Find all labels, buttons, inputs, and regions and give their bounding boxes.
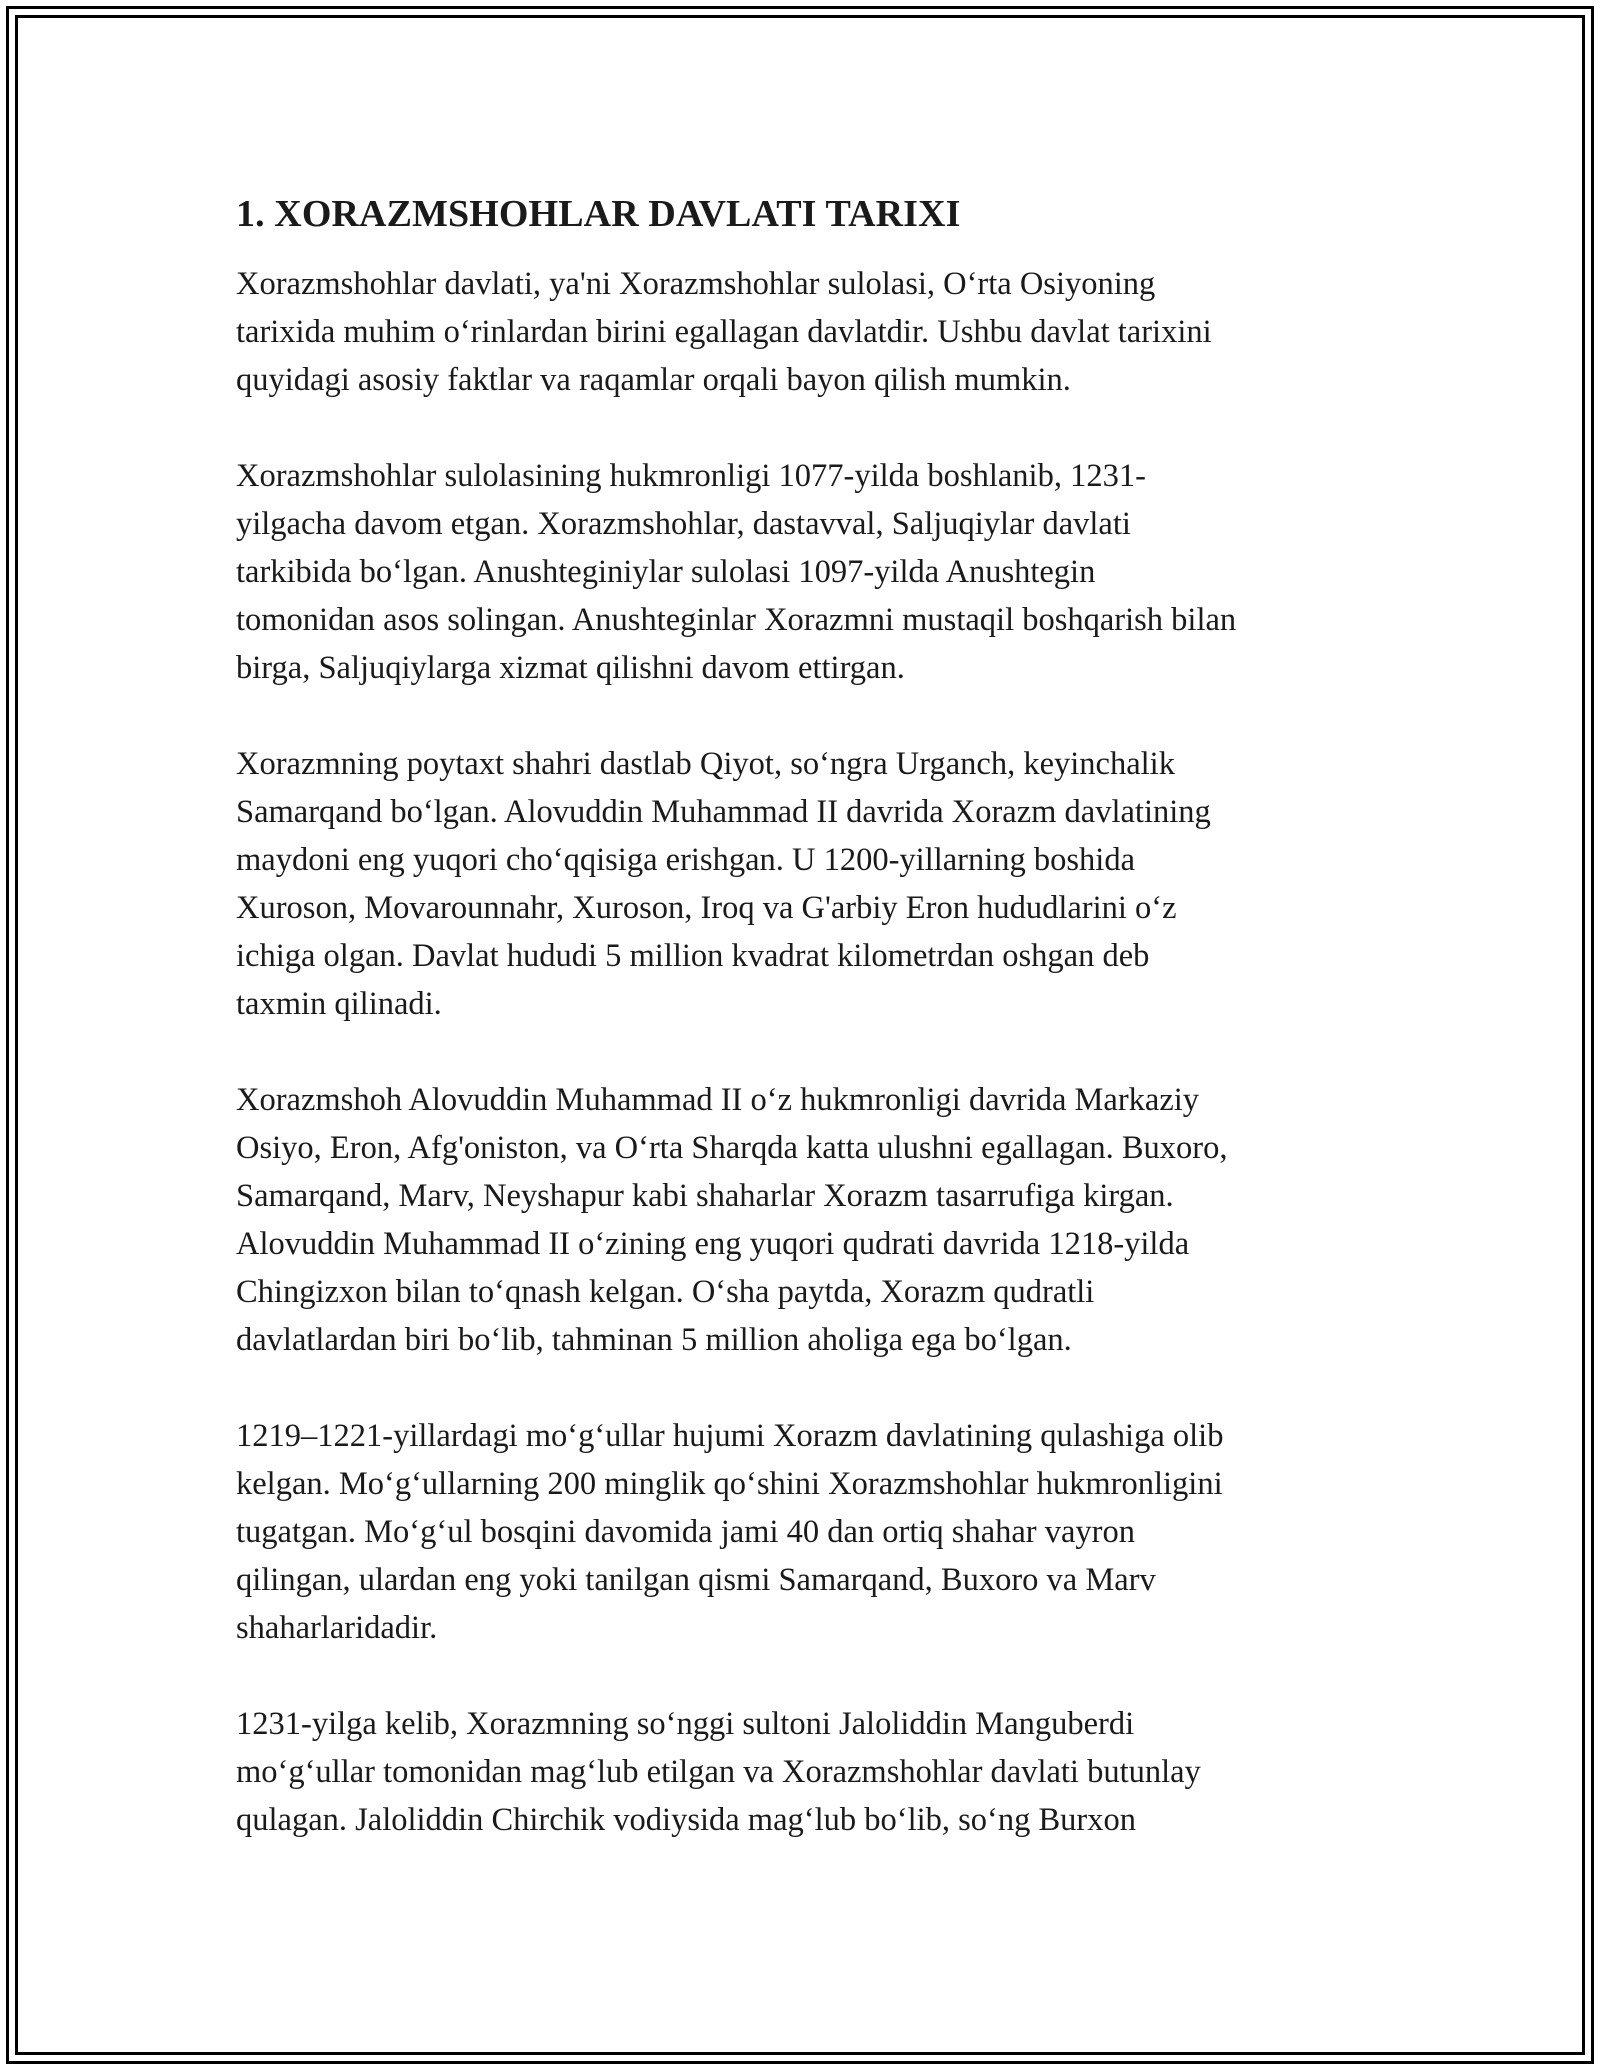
- text-line: Xorazmshoh Alovuddin Muhammad II o‘z hukmronligi davrida Markaziy: [236, 1082, 1200, 1118]
- text-line: shaharlaridadir.: [236, 1610, 438, 1646]
- text-line: tarixida muhim o‘rinlardan birini egallagan davlatdir. Ushbu davlat tarixini: [236, 314, 1212, 350]
- text-line: Xorazmning poytaxt shahri dastlab Qiyot, so‘ngra Urganch, keyinchalik: [236, 746, 1175, 782]
- paragraph-fall: [236, 1700, 1376, 1844]
- text-line: mo‘g‘ullar tomonidan mag‘lub etilgan va Xorazmshohlar davlati butunlay: [236, 1754, 1201, 1790]
- text-line: birga, Saljuqiylarga xizmat qilishni davom ettirgan.: [236, 650, 905, 686]
- paragraph-capital: [236, 740, 1376, 1028]
- text-line: maydoni eng yuqori cho‘qqisiga erishgan. U 1200-yillarning boshida: [236, 842, 1136, 878]
- paragraph-intro: [236, 260, 1376, 404]
- paragraph-muhammad-ii: [236, 1076, 1376, 1364]
- paragraph-mongol-invasion: [236, 1412, 1376, 1652]
- text-line: Xorazmshohlar sulolasining hukmronligi 1077-yilda boshlanib, 1231-: [236, 458, 1146, 494]
- text-line: quyidagi asosiy faktlar va raqamlar orqali bayon qilish mumkin.: [236, 362, 1071, 398]
- text-line: tarkibida bo‘lgan. Anushteginiylar sulolasi 1097-yilda Anushtegin: [236, 554, 1096, 590]
- document-body: [236, 188, 1376, 1892]
- text-line: tugatgan. Mo‘g‘ul bosqini davomida jami 40 dan ortiq shahar vayron: [236, 1514, 1135, 1550]
- text-line: taxmin qilinadi.: [236, 986, 442, 1022]
- text-line: tomonidan asos solingan. Anushteginlar Xorazmni mustaqil boshqarish bilan: [236, 602, 1237, 638]
- text-line: 1219–1221-yillardagi mo‘g‘ullar hujumi Xorazm davlatining qulashiga olib: [236, 1418, 1224, 1454]
- text-line: 1231-yilga kelib, Xorazmning so‘nggi sultoni Jaloliddin Manguberdi: [236, 1706, 1135, 1742]
- document-title: 1. XORAZMSHOHLAR DAVLATI TARIXI: [236, 193, 961, 235]
- text-line: qulagan. Jaloliddin Chirchik vodiysida mag‘lub bo‘lib, so‘ng Burxon: [236, 1802, 1136, 1838]
- text-line: Xorazmshohlar davlati, ya'ni Xorazmshohlar sulolasi, O‘rta Osiyoning: [236, 266, 1156, 302]
- text-line: Samarqand bo‘lgan. Alovuddin Muhammad II davrida Xorazm davlatining: [236, 794, 1211, 830]
- text-line: Osiyo, Eron, Afg'oniston, va O‘rta Sharqda katta ulushni egallagan. Buxoro,: [236, 1130, 1228, 1166]
- paragraph-dynasty: [236, 452, 1376, 692]
- text-line: yilgacha davom etgan. Xorazmshohlar, dastavval, Saljuqiylar davlati: [236, 506, 1131, 542]
- text-line: ichiga olgan. Davlat hududi 5 million kvadrat kilometrdan oshgan deb: [236, 938, 1150, 974]
- text-line: Alovuddin Muhammad II o‘zining eng yuqori qudrati davrida 1218-yilda: [236, 1226, 1190, 1262]
- text-line: qilingan, ulardan eng yoki tanilgan qismi Samarqand, Buxoro va Marv: [236, 1562, 1156, 1598]
- text-line: davlatlardan biri bo‘lib, tahminan 5 million aholiga ega bo‘lgan.: [236, 1322, 1072, 1358]
- text-line: Chingizxon bilan to‘qnash kelgan. O‘sha paytda, Xorazm qudratli: [236, 1274, 1095, 1310]
- text-line: Xuroson, Movarounnahr, Xuroson, Iroq va G'arbiy Eron hududlarini o‘z: [236, 890, 1177, 926]
- text-line: kelgan. Mo‘g‘ullarning 200 minglik qo‘shini Xorazmshohlar hukmronligini: [236, 1466, 1223, 1502]
- text-line: Samarqand, Marv, Neyshapur kabi shaharlar Xorazm tasarrufiga kirgan.: [236, 1178, 1174, 1214]
